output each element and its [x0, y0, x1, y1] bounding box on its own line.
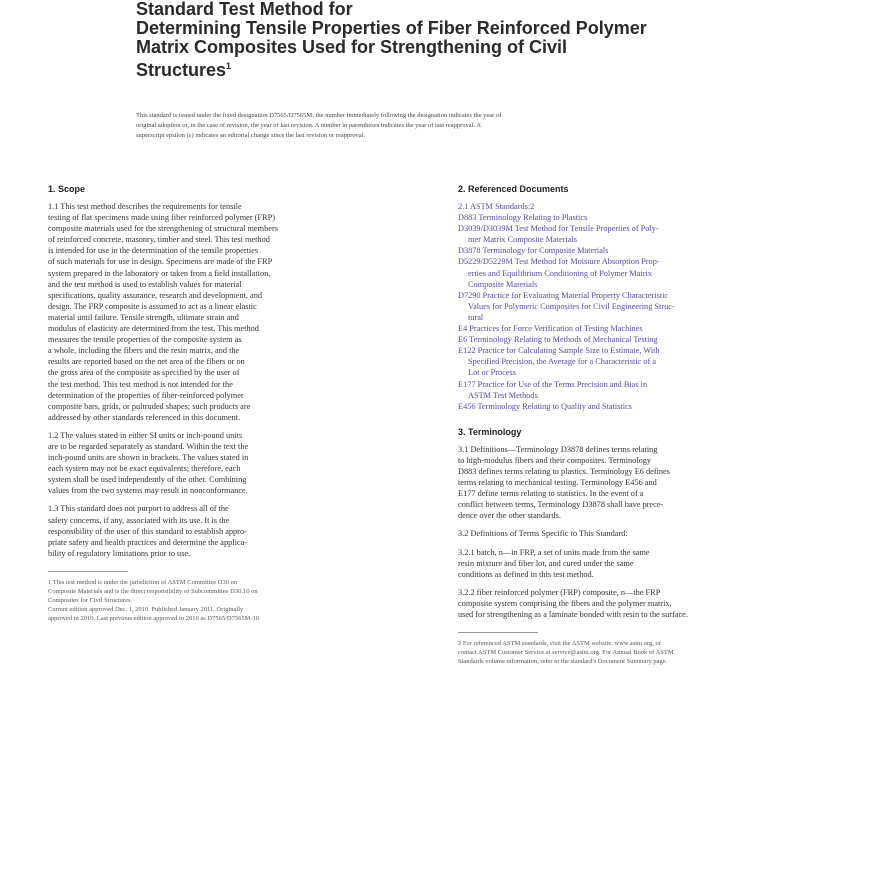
reference-line: D5229/D5229M Test Method for Moisture Absorption Prop-: [458, 257, 660, 267]
reference-line: erties and Equilibrium Conditioning of Polymer Matrix: [468, 268, 652, 278]
reference-line: E177 Practice for Use of the Terms Precision and Bias in: [458, 379, 648, 389]
text-line: a whole, including the fibers and the resin matrix, and the: [48, 346, 240, 356]
reference-item[interactable]: [458, 212, 826, 223]
footnote-line: 1 This test method is under the jurisdiction of ASTM Committee D30 on: [48, 578, 238, 586]
reference-item[interactable]: [458, 223, 826, 245]
text-line: composite bars, grids, or pultruded shapes; such products are: [48, 401, 251, 411]
terminology-paragraph: [458, 528, 826, 539]
section-heading-scope: 1. Scope: [48, 184, 86, 194]
text-line: of such materials for use in design. Specimens are made of the FRP: [48, 257, 273, 267]
title-line-text: Structures: [136, 60, 227, 80]
text-line: are to be regarded separately as standard. Within the text the: [48, 441, 249, 451]
reference-item[interactable]: [458, 401, 826, 412]
text-line: to high-modulus fibers and their composites. Terminology: [458, 455, 652, 465]
text-line: testing of flat specimens made using fiber reinforced polymer (FRP): [48, 213, 275, 223]
scope-paragraph: [48, 430, 432, 497]
reference-line: Lot or Process: [468, 368, 516, 378]
text-line: priate safety and health practices and determine the applica-: [48, 537, 248, 547]
scope-paragraph: [48, 201, 432, 423]
standard-intro: [136, 111, 736, 141]
text-line: composite materials used for the strengthening of structural members: [48, 224, 278, 234]
text-line: 3.2.1 batch, n—in FRP, a set of units made from the same: [458, 547, 650, 557]
reference-item[interactable]: [458, 323, 826, 334]
text-line: conditions as defined in this test method.: [458, 569, 594, 579]
footnote-line: Standards volume information, refer to the standard's Document Summary page.: [458, 658, 668, 666]
text-line: composite system comprising the fibers and the polymer matrix,: [458, 598, 672, 608]
reference-item[interactable]: [458, 290, 826, 323]
footnote-line: Composites for Civil Structures.: [48, 596, 133, 604]
text-line: system shall be used independently of the other. Combining: [48, 475, 247, 485]
text-line: measures the tensile properties of the composite system as: [48, 335, 242, 345]
reference-line: E6 Terminology Relating to Methods of Mechanical Testing: [458, 335, 658, 345]
text-line: the test method. This test method is not intended for the: [48, 379, 233, 389]
reference-line: Composite Materials: [468, 279, 538, 289]
left-column: [48, 183, 432, 623]
text-line: 1.1 This test method describes the requirements for tensile: [48, 202, 242, 211]
title-line: Standard Test Method for: [136, 0, 353, 19]
text-line: system prepared in the laboratory or taken from a field installation,: [48, 268, 271, 278]
intro-line: superscript epsilon (ε) indicates an editorial change since the last revision or reapproval.: [136, 132, 366, 139]
text-line: design. The FRP composite is assumed to act as a linear elastic: [48, 301, 257, 311]
reference-line: mer Matrix Composite Materials: [468, 235, 577, 245]
text-line: of reinforced concrete, masonry, timber and steel. This test method: [48, 235, 270, 245]
footnote-line: contact ASTM Customer Service at service@astm.org. For Annual Book of ASTM: [458, 649, 674, 657]
text-line: modulus of elasticity are determined from the test. This method: [48, 324, 259, 334]
reference-item[interactable]: [458, 379, 826, 401]
reference-item[interactable]: [458, 345, 826, 378]
right-column: [458, 183, 826, 666]
text-line: is intended for use in the determination of the tensile properties: [48, 246, 259, 256]
text-line: D883 defines terms relating to plastics. Terminology E6 defines: [458, 466, 670, 476]
reference-line: Values for Polymeric Composites for Civil Engineering Struc-: [468, 301, 675, 311]
intro-line: original adoption or, in the case of revision, the year of last revision. A number in parentheses indicates the year of last reapproval. A: [136, 122, 482, 129]
title-line: Matrix Composites Used for Strengthening of Civil: [136, 38, 568, 57]
text-line: specifications, quality assurance, research and development, and: [48, 290, 263, 300]
text-line: safety concerns, if any, associated with its use. It is the: [48, 515, 230, 525]
reference-item: [458, 201, 826, 212]
reference-list: [458, 201, 826, 412]
scope-paragraph: [48, 503, 432, 558]
reference-line: D3039/D3039M Test Method for Tensile Properties of Poly-: [458, 224, 659, 234]
reference-line: D3878 Terminology for Composite Materials: [458, 246, 609, 256]
reference-item[interactable]: [458, 245, 826, 256]
footnote-divider: [458, 632, 538, 633]
reference-line: 2.1 ASTM Standards:2: [458, 202, 535, 211]
text-line: responsibility of the user of this standard to establish appro-: [48, 526, 247, 536]
text-line: each system may not be exact equivalents; therefore, each: [48, 464, 241, 474]
intro-line: This standard is issued under the fixed designation D7565/D7565M; the number immediately following the designation indicates the year of: [136, 112, 502, 119]
text-line: 3.2 Definitions of Terms Specific to This Standard:: [458, 529, 628, 539]
text-line: material until failure. Tensile strength, ultimate strain and: [48, 312, 239, 322]
text-line: used for strengthening as a laminate bonded with resin to the surface.: [458, 610, 688, 619]
document-title: [136, 0, 776, 80]
text-line: inch-pound units are shown in brackets. The values stated in: [48, 453, 249, 463]
reference-line: tural: [468, 312, 484, 322]
text-line: bility of regulatory limitations prior to use.: [48, 548, 191, 558]
footnote-line: approved in 2010. Last previous edition approved in 2010 as D7565/D7565M-10.: [48, 614, 261, 622]
footnotes: [458, 639, 826, 666]
text-line: 1.3 This standard does not purport to address all of the: [48, 504, 229, 514]
section-heading-terminology: 3. Terminology: [458, 426, 522, 437]
text-line: dence over the other standards.: [458, 511, 561, 521]
text-line: E177 define terms relating to statistics. In the event of a: [458, 489, 644, 499]
reference-item[interactable]: [458, 334, 826, 345]
reference-line: E4 Practices for Force Verification of Testing Machines: [458, 324, 643, 334]
text-line: 3.2.2 fiber reinforced polymer (FRP) composite, n—the FRP: [458, 587, 661, 597]
text-line: 1.2 The values stated in either SI units or inch-pound units: [48, 430, 243, 440]
text-line: determination of the properties of fiber-reinforced polymer: [48, 390, 244, 400]
terminology-paragraph: [458, 587, 826, 620]
reference-item[interactable]: [458, 256, 826, 289]
text-line: and the test method is used to establish values for material: [48, 279, 242, 289]
text-line: values from the two systems may result in nonconformance.: [48, 486, 248, 496]
title-footnote-mark: 1: [226, 61, 232, 71]
text-line: terms relating to mechanical testing. Terminology E456 and: [458, 478, 657, 488]
reference-line: D883 Terminology Relating to Plastics: [458, 213, 588, 223]
text-line: results are reported based on the net area of the fibers or on: [48, 357, 245, 367]
reference-line: E122 Practice for Calculating Sample Size to Estimate, With: [458, 346, 660, 356]
reference-line: D7290 Practice for Evaluating Material Property Characteristic: [458, 290, 669, 300]
terminology-paragraphs: [458, 444, 826, 620]
reference-line: E456 Terminology Relating to Quality and Statistics: [458, 401, 632, 411]
text-line: conflict between terms, Terminology D3878 shall have prece-: [458, 500, 664, 510]
scope-paragraphs: [48, 201, 432, 559]
footnote-line: Composite Materials and is the direct responsibility of Subcommittee D30.10 on: [48, 587, 258, 595]
text-line: the gross area of the composite as specified by the user of: [48, 368, 240, 378]
text-line: addressed by other standards referenced in this document.: [48, 412, 241, 422]
footnotes: [48, 578, 432, 623]
reference-line: Specified Precision, the Average for a Characteristic of a: [468, 357, 657, 367]
footnote-line: 2 For referenced ASTM standards, visit the ASTM website, www.astm.org, or: [458, 640, 661, 648]
footnote-divider: [48, 571, 128, 572]
text-line: 3.1 Definitions—Terminology D3878 defines terms relating: [458, 444, 658, 454]
section-heading-referenced-documents: 2. Referenced Documents: [458, 184, 569, 194]
reference-line: ASTM Test Methods: [468, 390, 538, 400]
terminology-paragraph: [458, 444, 826, 522]
title-line: Determining Tensile Properties of Fiber Reinforced Polymer: [136, 19, 647, 38]
footnote-line: Current edition approved Dec. 1, 2010. Published January 2011. Originally: [48, 605, 244, 613]
text-line: resin mixture and fiber lot, and cured under the same: [458, 558, 634, 568]
title-line: [136, 57, 776, 80]
terminology-paragraph: [458, 547, 826, 580]
